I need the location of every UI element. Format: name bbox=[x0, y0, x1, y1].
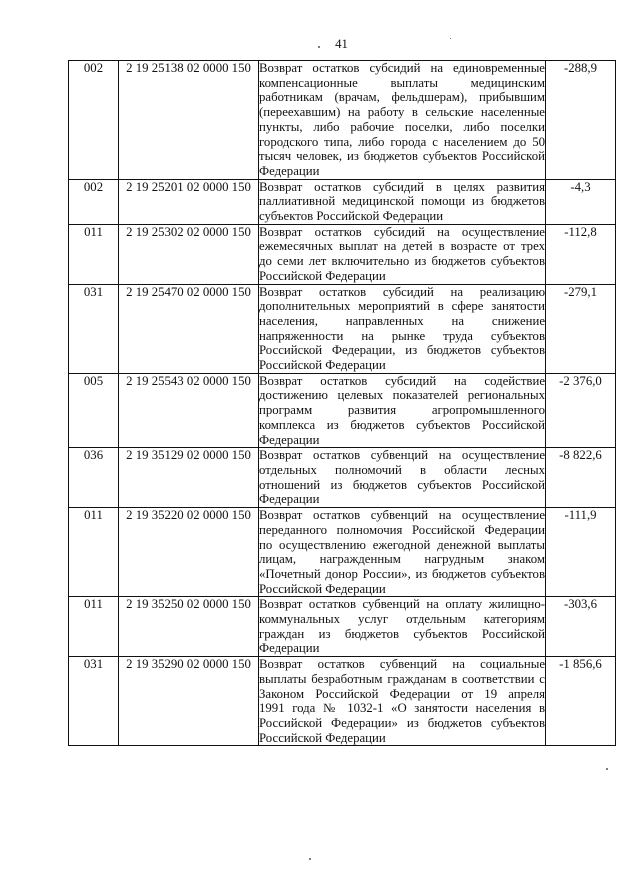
description-line: отдельных полномочий в области лесных bbox=[259, 462, 545, 477]
budget-code-cell: 2 19 35129 02 0000 150 bbox=[119, 448, 259, 508]
description-line: 1991 года № 1032-1 «О занятости населения в bbox=[259, 701, 545, 716]
description-line: программ развития агропромышленного bbox=[259, 403, 545, 418]
description-line: населения, направленных на снижение bbox=[259, 313, 545, 328]
description-line: по осуществлению ежегодной денежной выплаты bbox=[259, 537, 545, 552]
description-line: выплаты безработным гражданам в соответствии с bbox=[259, 671, 545, 686]
admin-code-cell: 011 bbox=[69, 597, 119, 657]
description-line: Возврат остатков субсидий на единовременные bbox=[259, 61, 545, 75]
admin-code-cell: 031 bbox=[69, 657, 119, 746]
amount-cell: -4,3 bbox=[546, 179, 616, 224]
budget-code-cell: 2 19 35250 02 0000 150 bbox=[119, 597, 259, 657]
table-row bbox=[69, 284, 616, 373]
description-line: Возврат остатков субвенций на оплату жилищно- bbox=[259, 597, 545, 612]
admin-code-cell: 002 bbox=[69, 179, 119, 224]
description-line: напряженности на рынке труда субъектов bbox=[259, 328, 545, 343]
description-line: субъектов Российской Федерации bbox=[259, 209, 444, 224]
description-cell bbox=[259, 179, 546, 224]
description-line: Российской Федерации bbox=[259, 581, 386, 596]
description-line: Возврат остатков субсидий на содействие bbox=[259, 373, 545, 388]
description-line: Законом Российской Федерации от 19 апреля bbox=[259, 686, 545, 701]
description-line: паллиативной медицинской помощи из бюджетов bbox=[259, 194, 545, 209]
description-line: Федерации bbox=[259, 432, 320, 447]
amount-cell: -111,9 bbox=[546, 508, 616, 597]
description-line: Российской Федерации, из бюджетов субъектов bbox=[259, 343, 545, 358]
budget-code-cell: 2 19 25201 02 0000 150 bbox=[119, 179, 259, 224]
amount-cell: -8 822,6 bbox=[546, 448, 616, 508]
description-line: ежемесячных выплат на детей в возрасте от трех bbox=[259, 239, 545, 254]
description-line: Федерации bbox=[259, 641, 320, 656]
description-line: Российской Федерации bbox=[259, 358, 386, 373]
description-line: Возврат остатков субвенций на осуществление bbox=[259, 508, 545, 523]
description-line: Федерации bbox=[259, 492, 320, 507]
description-cell bbox=[259, 224, 546, 284]
table-row bbox=[69, 373, 616, 448]
description-line: комплекса из бюджетов субъектов Российской bbox=[259, 417, 545, 432]
admin-code-cell: 011 bbox=[69, 508, 119, 597]
scan-speck bbox=[606, 768, 608, 770]
amount-cell: -1 856,6 bbox=[546, 657, 616, 746]
table-row bbox=[69, 61, 616, 180]
description-line: тысяч человек, из бюджетов субъектов Российской bbox=[259, 149, 545, 164]
description-cell bbox=[259, 61, 546, 180]
page-number: 41 bbox=[335, 37, 348, 51]
amount-cell: -288,9 bbox=[546, 61, 616, 180]
description-line: компенсационные выплаты медицинским bbox=[259, 75, 545, 90]
description-line: переданного полномочия Российской Федерации bbox=[259, 522, 545, 537]
description-line: дополнительных мероприятий в сфере занятости bbox=[259, 299, 545, 314]
amount-cell: -2 376,0 bbox=[546, 373, 616, 448]
description-line: Возврат остатков субвенций на социальные bbox=[259, 657, 545, 672]
budget-code-cell: 2 19 25302 02 0000 150 bbox=[119, 224, 259, 284]
description-line: граждан из бюджетов субъектов Российской bbox=[259, 626, 545, 641]
amount-cell: -279,1 bbox=[546, 284, 616, 373]
admin-code-cell: 002 bbox=[69, 61, 119, 180]
table-row bbox=[69, 448, 616, 508]
scan-speck bbox=[309, 858, 311, 860]
description-line: Федерации bbox=[259, 163, 320, 178]
description-line: Российской Федерации bbox=[259, 730, 386, 745]
table-row bbox=[69, 508, 616, 597]
amount-cell: -303,6 bbox=[546, 597, 616, 657]
table-body bbox=[69, 61, 616, 746]
description-line: городского типа, либо города с населением до 50 bbox=[259, 134, 545, 149]
description-line: Возврат остатков субсидий на осуществление bbox=[259, 224, 545, 239]
table-row bbox=[69, 224, 616, 284]
description-line: Российской Федерации» из бюджетов субъектов bbox=[259, 715, 545, 730]
scan-speck bbox=[450, 38, 451, 39]
description-cell bbox=[259, 284, 546, 373]
admin-code-cell: 036 bbox=[69, 448, 119, 508]
description-line: коммунальных услуг отдельным категориям bbox=[259, 612, 545, 627]
scan-speck bbox=[318, 46, 320, 48]
description-line: Возврат остатков субсидий в целях развития bbox=[259, 179, 545, 194]
description-cell bbox=[259, 448, 546, 508]
description-cell bbox=[259, 657, 546, 746]
description-cell bbox=[259, 373, 546, 448]
table-row bbox=[69, 179, 616, 224]
description-line: достижению целевых показателей региональных bbox=[259, 388, 545, 403]
description-line: (переехавшим) на работу в сельские населенные bbox=[259, 105, 545, 120]
budget-code-cell: 2 19 25470 02 0000 150 bbox=[119, 284, 259, 373]
description-line: Возврат остатков субвенций на осуществление bbox=[259, 448, 545, 463]
description-line: Возврат остатков субсидий на реализацию bbox=[259, 284, 545, 299]
table-row bbox=[69, 657, 616, 746]
description-line: работникам (врачам, фельдшерам), прибывшим bbox=[259, 90, 545, 105]
description-line: пункты, либо рабочие поселки, либо поселки bbox=[259, 119, 545, 134]
admin-code-cell: 031 bbox=[69, 284, 119, 373]
amount-cell: -112,8 bbox=[546, 224, 616, 284]
budget-code-table bbox=[68, 60, 616, 746]
budget-code-cell: 2 19 35220 02 0000 150 bbox=[119, 508, 259, 597]
description-line: Российской Федерации bbox=[259, 268, 386, 283]
table-row bbox=[69, 597, 616, 657]
description-cell bbox=[259, 508, 546, 597]
description-line: «Почетный донор России», из бюджетов субъектов bbox=[259, 566, 545, 581]
admin-code-cell: 011 bbox=[69, 224, 119, 284]
admin-code-cell: 005 bbox=[69, 373, 119, 448]
description-line: лицам, награжденным нагрудным знаком bbox=[259, 552, 545, 567]
budget-code-cell: 2 19 35290 02 0000 150 bbox=[119, 657, 259, 746]
description-line: отношений из бюджетов субъектов Российской bbox=[259, 477, 545, 492]
description-cell bbox=[259, 597, 546, 657]
budget-code-cell: 2 19 25138 02 0000 150 bbox=[119, 61, 259, 180]
budget-code-cell: 2 19 25543 02 0000 150 bbox=[119, 373, 259, 448]
description-line: до семи лет включительно из бюджетов субъектов bbox=[259, 254, 545, 269]
